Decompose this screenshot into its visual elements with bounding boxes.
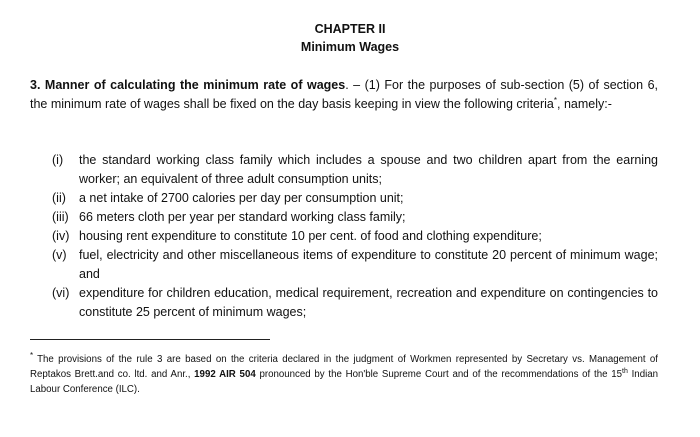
list-item [52,189,658,208]
footnote-text-end: Indian Labour Conference (ILC). [30,369,659,395]
list-item-text: expenditure for children education, medical requirement, recreation and expenditure on contingencies to constitute 25 percent of minimum wages; [79,286,658,319]
list-item-number: (v) [52,248,67,262]
footnote-ordinal: th [622,367,628,375]
list-item [52,227,658,246]
list-item-text: housing rent expenditure to constitute 10 per cent. of food and clothing expenditure; [79,229,542,243]
footnote-mark: * [30,350,34,360]
footnote-citation: 1992 AIR 504 [194,369,256,380]
list-item-number: (iii) [52,210,69,224]
footnote-divider [30,339,270,340]
list-item-text: a net intake of 2700 calories per day per consumption unit; [79,191,404,205]
list-item-text: fuel, electricity and other miscellaneous items of expenditure to constitute 20 percent of minimum wage; and [79,248,658,281]
footnote-text-continued: pronounced by the Hon'ble Supreme Court and of the recommendations of the 15 [255,369,623,380]
footnote-reference-mark[interactable]: * [553,95,558,105]
list-item-number: (vi) [52,286,70,300]
chapter-subtitle: Minimum Wages [300,40,400,54]
list-item-number: (ii) [52,191,66,205]
rule-3-text: . – (1) For the purposes of sub-section (5) of section 6, the minimum rate of wages shall be fixed on the day basis keeping in view the following criteria [30,78,658,111]
list-item [52,246,658,284]
rule-3-title: 3. Manner of calculating the minimum rate of wages [30,78,346,92]
list-item [52,284,658,322]
list-item [52,208,658,227]
list-item-number: (i) [52,153,64,167]
footnote [30,352,658,397]
criteria-list [52,151,658,322]
rule-3-paragraph [30,76,658,114]
rule-3-text-end: , namely:- [557,97,612,111]
list-item-text: the standard working class family which includes a spouse and two children apart from the earning worker; an equivalent of three adult consumption units; [79,153,658,186]
list-item [52,151,658,189]
chapter-heading: CHAPTER II [314,22,386,36]
list-item-text: 66 meters cloth per year per standard working class family; [79,210,406,224]
footnote-text: The provisions of the rule 3 are based on the criteria declared in the judgment of Workmen represented by Secretary vs. Management of Reptakos Brett.and co. ltd. and Anr., [30,354,658,380]
list-item-number: (iv) [52,229,70,243]
